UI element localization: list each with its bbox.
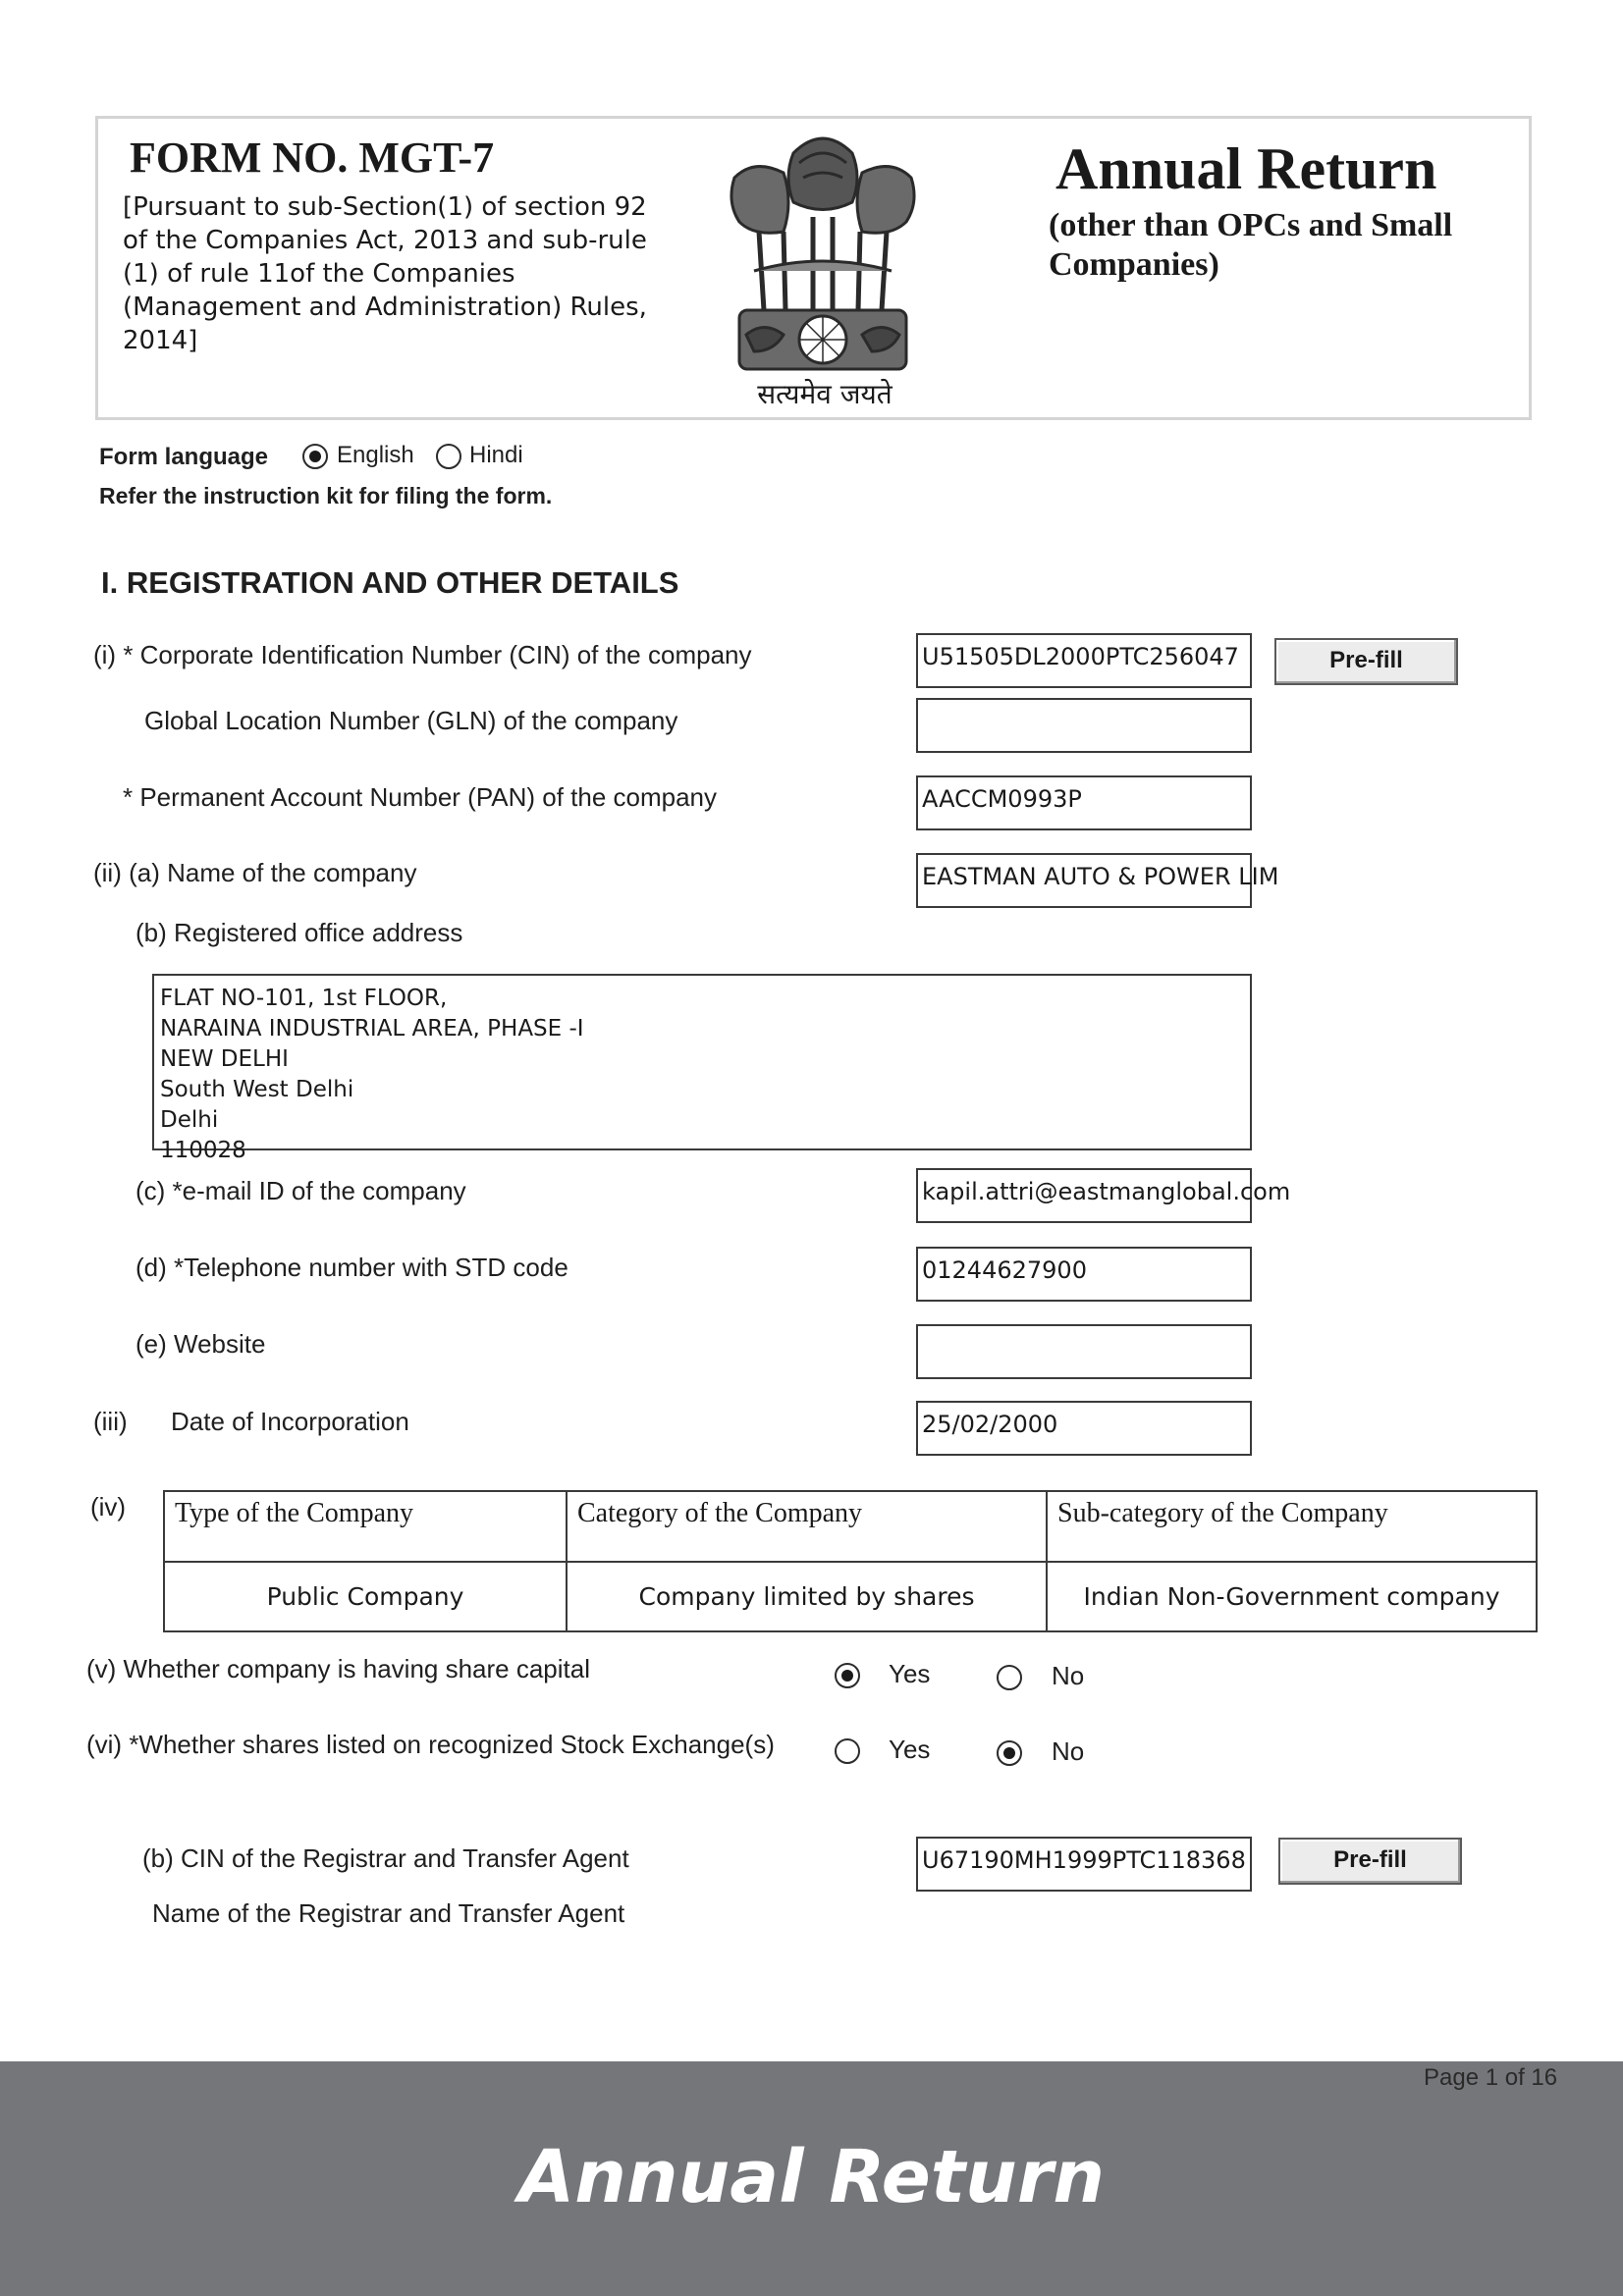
listed-label: (vi) *Whether shares listed on recognized Stock Exchange(s)	[86, 1730, 775, 1759]
doi-input[interactable]: 25/02/2000	[916, 1401, 1252, 1456]
pan-label: * Permanent Account Number (PAN) of the company	[123, 782, 718, 812]
share-capital-label: (v) Whether company is having share capital	[86, 1654, 591, 1683]
address-label: (b) Registered office address	[135, 918, 463, 947]
gln-input[interactable]	[916, 698, 1252, 753]
language-english-radio[interactable]	[302, 444, 328, 469]
address-line: 110028	[160, 1138, 246, 1163]
rta-cin-input[interactable]: U67190MH1999PTC118368	[916, 1837, 1252, 1892]
type-value: Public Company	[164, 1562, 567, 1631]
form-title: Annual Return	[1055, 136, 1437, 201]
section-title: I. REGISTRATION AND OTHER DETAILS	[101, 565, 679, 600]
rta-prefill-button[interactable]: Pre-fill	[1278, 1838, 1462, 1885]
subcategory-header: Sub-category of the Company	[1047, 1491, 1537, 1562]
listed-yes-label: Yes	[889, 1735, 931, 1764]
language-hindi-label: Hindi	[469, 442, 523, 468]
pan-input[interactable]: AACCM0993P	[916, 775, 1252, 830]
listed-yes-radio[interactable]	[835, 1738, 860, 1764]
share-capital-yes-label: Yes	[889, 1659, 931, 1688]
doi-number: (iii)	[93, 1407, 128, 1436]
footer-title: Annual Return	[517, 2135, 1106, 2219]
cin-prefill-button[interactable]: Pre-fill	[1274, 638, 1458, 685]
address-line: NARAINA INDUSTRIAL AREA, PHASE -I	[160, 1016, 584, 1041]
address-line: NEW DELHI	[160, 1046, 289, 1072]
company-name-label: (ii) (a) Name of the company	[93, 858, 417, 887]
category-value: Company limited by shares	[567, 1562, 1047, 1631]
type-number: (iv)	[90, 1492, 127, 1522]
phone-label: (d) *Telephone number with STD code	[135, 1253, 568, 1282]
listed-no-label: No	[1052, 1736, 1085, 1766]
rta-cin-label: (b) CIN of the Registrar and Transfer Agent	[142, 1843, 629, 1873]
form-language-label: Form language	[99, 444, 269, 470]
ashoka-emblem-icon	[715, 124, 931, 418]
website-label: (e) Website	[135, 1329, 266, 1359]
subcategory-value: Indian Non-Government company	[1047, 1562, 1537, 1631]
form-number: FORM NO. MGT-7	[130, 133, 495, 182]
listed-no-radio[interactable]	[997, 1740, 1022, 1766]
phone-input[interactable]: 01244627900	[916, 1247, 1252, 1302]
website-input[interactable]	[916, 1324, 1252, 1379]
share-capital-no-label: No	[1052, 1661, 1085, 1690]
email-input[interactable]: kapil.attri@eastmanglobal.com	[916, 1168, 1252, 1223]
form-subtitle: (other than OPCs and Small Companies)	[1049, 207, 1453, 283]
email-label: (c) *e-mail ID of the company	[135, 1176, 466, 1205]
language-english-label: English	[337, 442, 414, 468]
type-header: Type of the Company	[164, 1491, 567, 1562]
address-line: South West Delhi	[160, 1077, 354, 1102]
instruction-text: Refer the instruction kit for filing the form.	[99, 483, 553, 508]
address-line: Delhi	[160, 1107, 219, 1133]
share-capital-yes-radio[interactable]	[835, 1663, 860, 1688]
doi-label: Date of Incorporation	[171, 1407, 409, 1436]
address-line: FLAT NO-101, 1st FLOOR,	[160, 986, 448, 1011]
language-hindi-radio[interactable]	[436, 444, 461, 469]
company-type-table	[163, 1490, 1538, 1632]
page-number: Page 1 of 16	[1424, 2064, 1558, 2091]
gln-label: Global Location Number (GLN) of the company	[144, 706, 678, 735]
cin-input[interactable]: U51505DL2000PTC256047	[916, 633, 1252, 688]
cin-label: (i) * Corporate Identification Number (CIN) of the company	[93, 640, 752, 669]
share-capital-no-radio[interactable]	[997, 1665, 1022, 1690]
pursuant-text: [Pursuant to sub-Section(1) of section 92 of the Companies Act, 2013 and sub-rule (1) of rule 11of the Companies (Management and Administration) Rules, 2014]	[123, 192, 647, 355]
address-textarea[interactable]	[152, 974, 1252, 1163]
rta-name-label: Name of the Registrar and Transfer Agent	[152, 1898, 625, 1928]
company-name-input[interactable]: EASTMAN AUTO & POWER LIM	[916, 853, 1252, 908]
category-header: Category of the Company	[567, 1491, 1047, 1562]
emblem-motto: सत्यमेव जयते	[757, 378, 893, 410]
